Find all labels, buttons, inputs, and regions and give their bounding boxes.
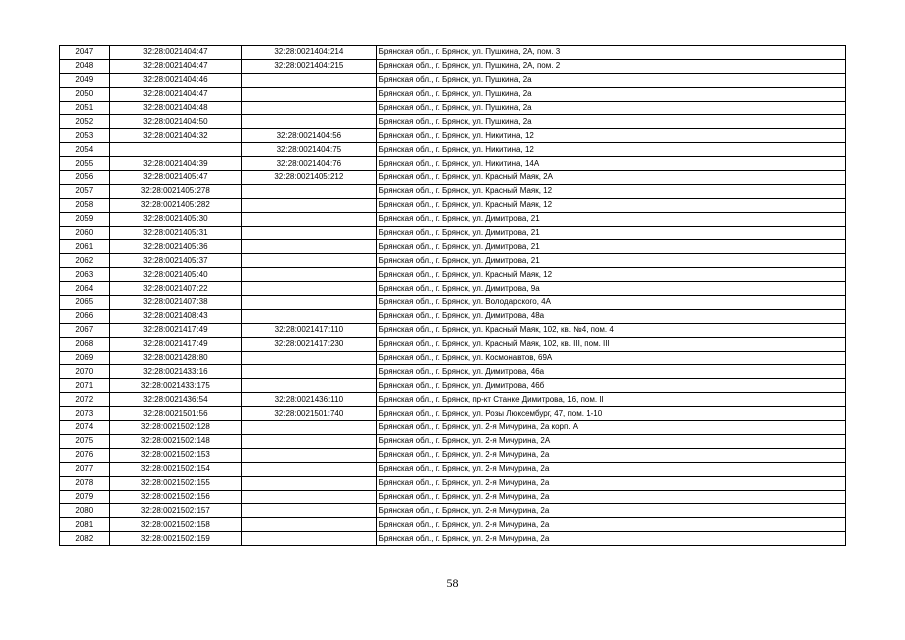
table-row — [60, 157, 846, 171]
row-number-cell: 2069 — [60, 351, 110, 365]
address-cell: Брянская обл., г. Брянск, пр-кт Станке Димитрова, 16, пом. II — [376, 393, 845, 407]
row-number-cell: 2081 — [60, 518, 110, 532]
table-row — [60, 296, 846, 310]
premises-number-cell — [242, 282, 377, 296]
cadastral-number-cell: 32:28:0021433:175 — [109, 379, 242, 393]
cadastral-number-cell: 32:28:0021404:32 — [109, 129, 242, 143]
cadastral-number-cell: 32:28:0021405:282 — [109, 198, 242, 212]
row-number-cell: 2061 — [60, 240, 110, 254]
row-number-cell: 2075 — [60, 434, 110, 448]
cadastral-number-cell: 32:28:0021405:37 — [109, 254, 242, 268]
row-number-cell: 2065 — [60, 296, 110, 310]
address-cell: Брянская обл., г. Брянск, ул. Димитрова, 21 — [376, 226, 845, 240]
cadastral-number-cell: 32:28:0021502:155 — [109, 476, 242, 490]
table-row — [60, 393, 846, 407]
table-body — [60, 46, 846, 546]
premises-number-cell — [242, 240, 377, 254]
row-number-cell: 2058 — [60, 198, 110, 212]
row-number-cell: 2062 — [60, 254, 110, 268]
premises-number-cell — [242, 351, 377, 365]
table-row — [60, 518, 846, 532]
address-cell: Брянская обл., г. Брянск, ул. 2-я Мичурина, 2а — [376, 490, 845, 504]
row-number-cell: 2057 — [60, 184, 110, 198]
address-cell: Брянская обл., г. Брянск, ул. Володарского, 4А — [376, 296, 845, 310]
cadastral-number-cell: 32:28:0021405:40 — [109, 268, 242, 282]
table-row — [60, 365, 846, 379]
row-number-cell: 2068 — [60, 337, 110, 351]
cadastral-number-cell: 32:28:0021405:47 — [109, 171, 242, 185]
premises-number-cell: 32:28:0021404:214 — [242, 46, 377, 60]
premises-number-cell: 32:28:0021405:212 — [242, 171, 377, 185]
table-row — [60, 115, 846, 129]
table-row — [60, 226, 846, 240]
premises-number-cell — [242, 212, 377, 226]
cadastral-number-cell: 32:28:0021502:153 — [109, 448, 242, 462]
row-number-cell: 2049 — [60, 73, 110, 87]
row-number-cell: 2078 — [60, 476, 110, 490]
row-number-cell: 2077 — [60, 462, 110, 476]
row-number-cell: 2059 — [60, 212, 110, 226]
row-number-cell: 2054 — [60, 143, 110, 157]
property-registry-table — [59, 45, 846, 546]
premises-number-cell — [242, 490, 377, 504]
row-number-cell: 2052 — [60, 115, 110, 129]
table-row — [60, 504, 846, 518]
row-number-cell: 2055 — [60, 157, 110, 171]
table-row — [60, 240, 846, 254]
premises-number-cell — [242, 309, 377, 323]
table-row — [60, 171, 846, 185]
address-cell: Брянская обл., г. Брянск, ул. 2-я Мичурина, 2а — [376, 532, 845, 546]
cadastral-number-cell: 32:28:0021405:31 — [109, 226, 242, 240]
premises-number-cell — [242, 421, 377, 435]
cadastral-number-cell: 32:28:0021502:158 — [109, 518, 242, 532]
address-cell: Брянская обл., г. Брянск, ул. Красный Маяк, 2А — [376, 171, 845, 185]
address-cell: Брянская обл., г. Брянск, ул. Димитрова, 21 — [376, 254, 845, 268]
table-row — [60, 476, 846, 490]
row-number-cell: 2076 — [60, 448, 110, 462]
row-number-cell: 2072 — [60, 393, 110, 407]
address-cell: Брянская обл., г. Брянск, ул. Димитрова, 9а — [376, 282, 845, 296]
premises-number-cell: 32:28:0021404:75 — [242, 143, 377, 157]
table-row — [60, 407, 846, 421]
address-cell: Брянская обл., г. Брянск, ул. Пушкина, 2А, пом. 3 — [376, 46, 845, 60]
address-cell: Брянская обл., г. Брянск, ул. Пушкина, 2а — [376, 73, 845, 87]
table-row — [60, 448, 846, 462]
premises-number-cell — [242, 254, 377, 268]
row-number-cell: 2050 — [60, 87, 110, 101]
premises-number-cell: 32:28:0021404:56 — [242, 129, 377, 143]
address-cell: Брянская обл., г. Брянск, ул. 2-я Мичурина, 2А — [376, 434, 845, 448]
row-number-cell: 2074 — [60, 421, 110, 435]
table-row — [60, 87, 846, 101]
cadastral-number-cell: 32:28:0021407:22 — [109, 282, 242, 296]
premises-number-cell — [242, 448, 377, 462]
table-row — [60, 184, 846, 198]
cadastral-number-cell: 32:28:0021417:49 — [109, 337, 242, 351]
address-cell: Брянская обл., г. Брянск, ул. 2-я Мичурина, 2а — [376, 476, 845, 490]
address-cell: Брянская обл., г. Брянск, ул. Никитина, 12 — [376, 129, 845, 143]
cadastral-number-cell: 32:28:0021428:80 — [109, 351, 242, 365]
table-row — [60, 59, 846, 73]
address-cell: Брянская обл., г. Брянск, ул. 2-я Мичурина, 2а — [376, 462, 845, 476]
premises-number-cell — [242, 296, 377, 310]
table-row — [60, 490, 846, 504]
premises-number-cell — [242, 101, 377, 115]
table-row — [60, 143, 846, 157]
address-cell: Брянская обл., г. Брянск, ул. Пушкина, 2А, пом. 2 — [376, 59, 845, 73]
cadastral-number-cell: 32:28:0021502:148 — [109, 434, 242, 448]
row-number-cell: 2048 — [60, 59, 110, 73]
page-number: 58 — [446, 576, 459, 590]
table-row — [60, 309, 846, 323]
address-cell: Брянская обл., г. Брянск, ул. Космонавтов, 69А — [376, 351, 845, 365]
table-row — [60, 46, 846, 60]
address-cell: Брянская обл., г. Брянск, ул. Красный Маяк, 12 — [376, 268, 845, 282]
address-cell: Брянская обл., г. Брянск, ул. Красный Маяк, 12 — [376, 184, 845, 198]
premises-number-cell: 32:28:0021404:215 — [242, 59, 377, 73]
cadastral-number-cell: 32:28:0021501:56 — [109, 407, 242, 421]
cadastral-number-cell: 32:28:0021404:50 — [109, 115, 242, 129]
row-number-cell: 2051 — [60, 101, 110, 115]
cadastral-number-cell: 32:28:0021502:154 — [109, 462, 242, 476]
cadastral-number-cell: 32:28:0021405:278 — [109, 184, 242, 198]
table-row — [60, 198, 846, 212]
cadastral-number-cell — [109, 143, 242, 157]
address-cell: Брянская обл., г. Брянск, ул. 2-я Мичурина, 2а корп. А — [376, 421, 845, 435]
premises-number-cell — [242, 73, 377, 87]
row-number-cell: 2060 — [60, 226, 110, 240]
cadastral-number-cell: 32:28:0021407:38 — [109, 296, 242, 310]
table-row — [60, 337, 846, 351]
premises-number-cell: 32:28:0021417:110 — [242, 323, 377, 337]
row-number-cell: 2053 — [60, 129, 110, 143]
table-row — [60, 323, 846, 337]
cadastral-number-cell: 32:28:0021502:157 — [109, 504, 242, 518]
cadastral-number-cell: 32:28:0021433:16 — [109, 365, 242, 379]
address-cell: Брянская обл., г. Брянск, ул. Димитрова, 21 — [376, 212, 845, 226]
row-number-cell: 2056 — [60, 171, 110, 185]
cadastral-number-cell: 32:28:0021404:48 — [109, 101, 242, 115]
cadastral-number-cell: 32:28:0021408:43 — [109, 309, 242, 323]
table-row — [60, 73, 846, 87]
premises-number-cell — [242, 462, 377, 476]
cadastral-number-cell: 32:28:0021417:49 — [109, 323, 242, 337]
cadastral-number-cell: 32:28:0021404:46 — [109, 73, 242, 87]
table-row — [60, 129, 846, 143]
premises-number-cell — [242, 365, 377, 379]
row-number-cell: 2082 — [60, 532, 110, 546]
row-number-cell: 2073 — [60, 407, 110, 421]
address-cell: Брянская обл., г. Брянск, ул. Димитрова, 48а — [376, 309, 845, 323]
premises-number-cell — [242, 268, 377, 282]
cadastral-number-cell: 32:28:0021502:156 — [109, 490, 242, 504]
address-cell: Брянская обл., г. Брянск, ул. Красный Маяк, 102, кв. №4, пом. 4 — [376, 323, 845, 337]
address-cell: Брянская обл., г. Брянск, ул. Пушкина, 2а — [376, 87, 845, 101]
table-row — [60, 351, 846, 365]
row-number-cell: 2079 — [60, 490, 110, 504]
table-row — [60, 532, 846, 546]
cadastral-number-cell: 32:28:0021404:47 — [109, 46, 242, 60]
address-cell: Брянская обл., г. Брянск, ул. 2-я Мичурина, 2а — [376, 504, 845, 518]
address-cell: Брянская обл., г. Брянск, ул. Никитина, 14А — [376, 157, 845, 171]
row-number-cell: 2080 — [60, 504, 110, 518]
cadastral-number-cell: 32:28:0021502:128 — [109, 421, 242, 435]
address-cell: Брянская обл., г. Брянск, ул. Красный Маяк, 102, кв. III, пом. III — [376, 337, 845, 351]
cadastral-number-cell: 32:28:0021405:36 — [109, 240, 242, 254]
row-number-cell: 2064 — [60, 282, 110, 296]
premises-number-cell — [242, 434, 377, 448]
premises-number-cell — [242, 518, 377, 532]
premises-number-cell: 32:28:0021404:76 — [242, 157, 377, 171]
address-cell: Брянская обл., г. Брянск, ул. Димитрова, 21 — [376, 240, 845, 254]
cadastral-number-cell: 32:28:0021405:30 — [109, 212, 242, 226]
row-number-cell: 2066 — [60, 309, 110, 323]
table-row — [60, 462, 846, 476]
address-cell: Брянская обл., г. Брянск, ул. Пушкина, 2а — [376, 115, 845, 129]
cadastral-number-cell: 32:28:0021404:47 — [109, 87, 242, 101]
premises-number-cell — [242, 504, 377, 518]
premises-number-cell — [242, 379, 377, 393]
table-row — [60, 282, 846, 296]
cadastral-number-cell: 32:28:0021436:54 — [109, 393, 242, 407]
table-row — [60, 434, 846, 448]
row-number-cell: 2067 — [60, 323, 110, 337]
table-row — [60, 268, 846, 282]
premises-number-cell — [242, 226, 377, 240]
premises-number-cell: 32:28:0021417:230 — [242, 337, 377, 351]
cadastral-number-cell: 32:28:0021404:47 — [109, 59, 242, 73]
premises-number-cell — [242, 87, 377, 101]
premises-number-cell — [242, 184, 377, 198]
table-row — [60, 212, 846, 226]
address-cell: Брянская обл., г. Брянск, ул. Димитрова, 46а — [376, 365, 845, 379]
premises-number-cell — [242, 476, 377, 490]
address-cell: Брянская обл., г. Брянск, ул. Красный Маяк, 12 — [376, 198, 845, 212]
premises-number-cell: 32:28:0021501:740 — [242, 407, 377, 421]
table-row — [60, 379, 846, 393]
row-number-cell: 2063 — [60, 268, 110, 282]
premises-number-cell — [242, 532, 377, 546]
cadastral-number-cell: 32:28:0021502:159 — [109, 532, 242, 546]
table-row — [60, 254, 846, 268]
premises-number-cell — [242, 198, 377, 212]
table-row — [60, 421, 846, 435]
address-cell: Брянская обл., г. Брянск, ул. 2-я Мичурина, 2а — [376, 518, 845, 532]
row-number-cell: 2071 — [60, 379, 110, 393]
address-cell: Брянская обл., г. Брянск, ул. Димитрова, 46б — [376, 379, 845, 393]
address-cell: Брянская обл., г. Брянск, ул. Никитина, 12 — [376, 143, 845, 157]
row-number-cell: 2047 — [60, 46, 110, 60]
address-cell: Брянская обл., г. Брянск, ул. Пушкина, 2а — [376, 101, 845, 115]
cadastral-number-cell: 32:28:0021404:39 — [109, 157, 242, 171]
address-cell: Брянская обл., г. Брянск, ул. 2-я Мичурина, 2а — [376, 448, 845, 462]
table-row — [60, 101, 846, 115]
row-number-cell: 2070 — [60, 365, 110, 379]
address-cell: Брянская обл., г. Брянск, ул. Розы Люксембург, 47, пом. 1-10 — [376, 407, 845, 421]
premises-number-cell: 32:28:0021436:110 — [242, 393, 377, 407]
premises-number-cell — [242, 115, 377, 129]
